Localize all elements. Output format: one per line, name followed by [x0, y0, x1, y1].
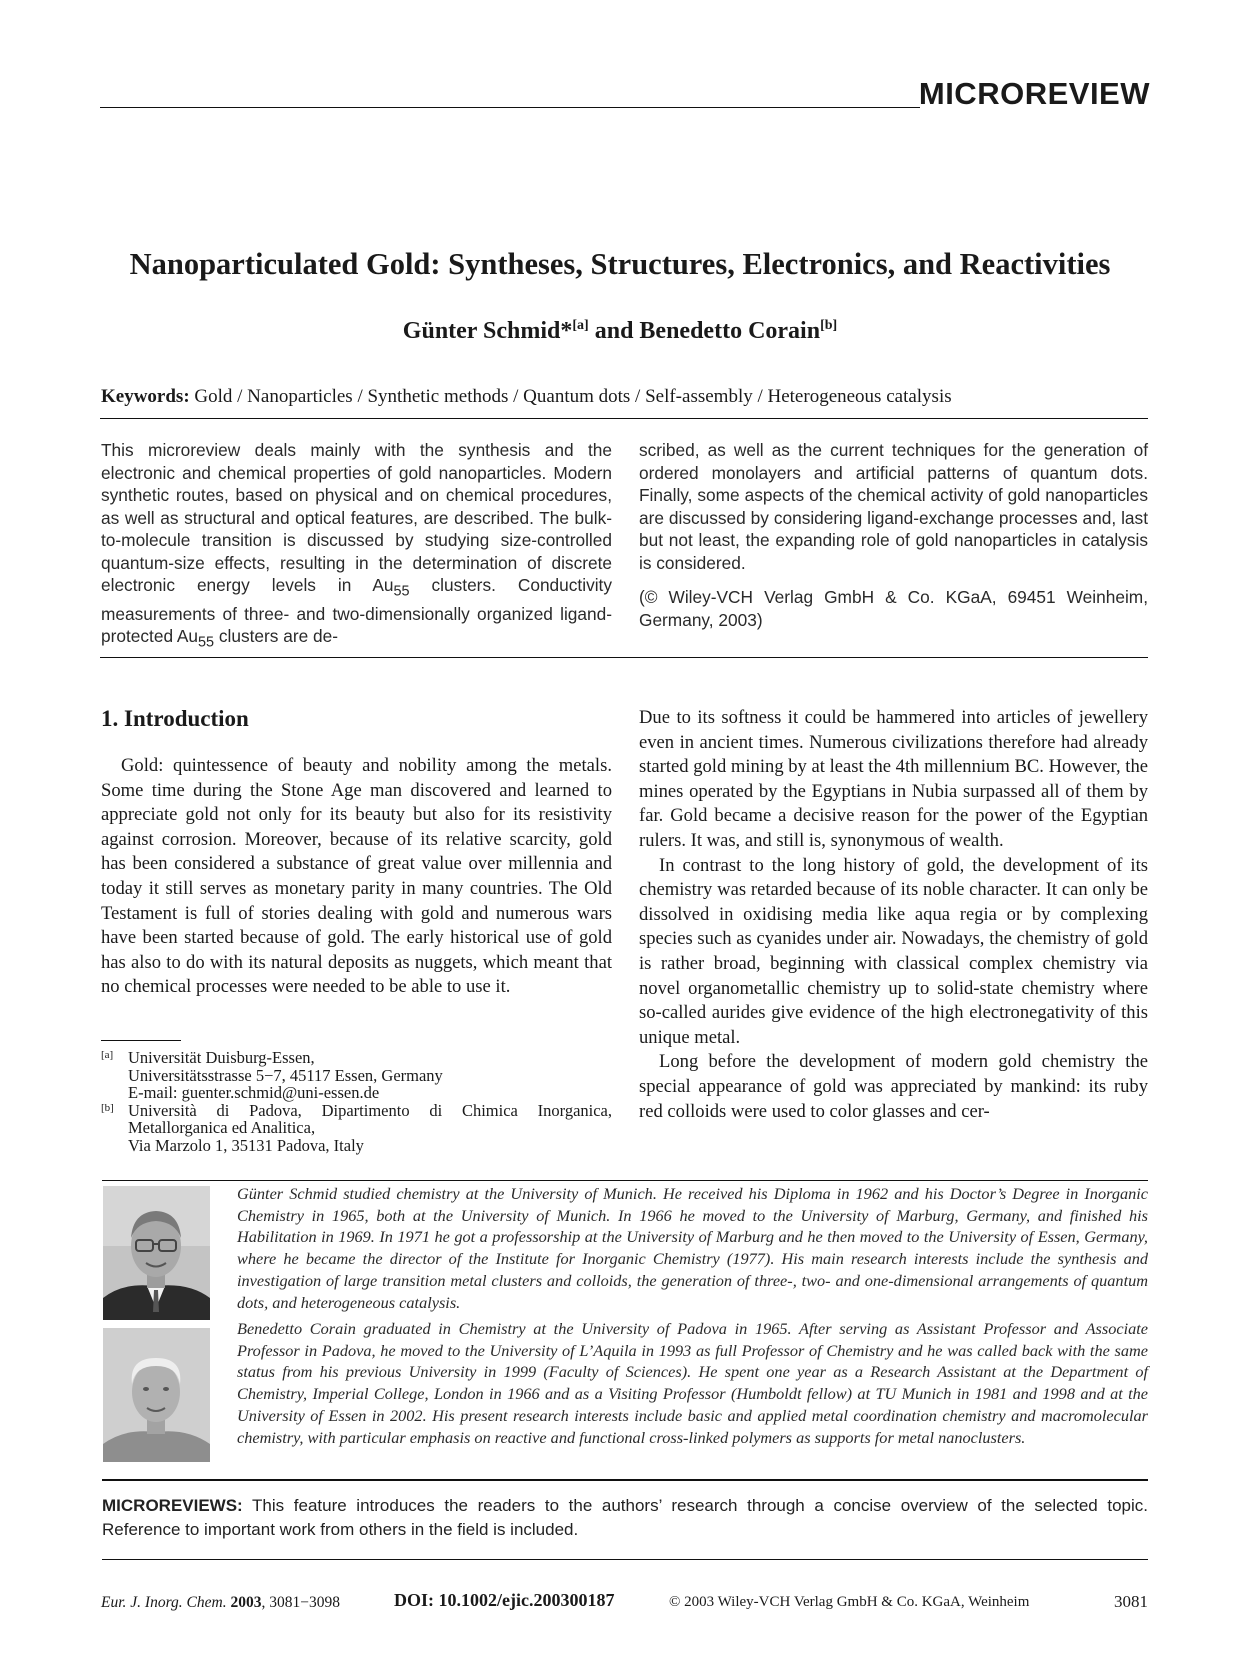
journal-pages: , 3081−3098: [261, 1594, 340, 1611]
footnote-line: Universität Duisburg-Essen,: [128, 1048, 315, 1067]
author-photo-corain: [103, 1328, 210, 1462]
footnote-b: [101, 1102, 612, 1155]
footnote-line: Universitätsstrasse 5−7, 45117 Essen, Germany: [128, 1065, 443, 1085]
portrait-schmid-illustration: [103, 1186, 210, 1320]
journal-name: Eur. J. Inorg. Chem.: [101, 1594, 227, 1611]
author-corain: Benedetto Corain: [639, 318, 821, 344]
keywords-label: Keywords:: [101, 386, 190, 407]
footer-citation: [101, 1594, 340, 1612]
keywords-rule: [100, 418, 1148, 419]
abstract-right-column: [639, 439, 1148, 631]
footnote-line: Università di Padova, Dipartimento di Chimica Inorganica, Metallorganica ed Analitica,: [128, 1100, 612, 1137]
paper-title: Nanoparticulated Gold: Syntheses, Structures, Electronics, and Reactivities: [129, 247, 1111, 281]
section-heading-introduction: 1. Introduction: [101, 706, 249, 731]
author-connector: and: [588, 318, 640, 344]
intro-paragraph-3: In contrast to the long history of gold, the development of its chemistry was retarded because of its noble character. It can only be dissolved in oxidising media like aqua regia or by complexing species such as cyanides under air. Nowadays, the chemistry of gold is rather broad, beginning with classical complex chemistry via novel organometallic chemistry up to solid-state chemistry where so-called aurides give evidence of the high electronegativity of this unique metal.: [639, 854, 1148, 1048]
bio-corain: Benedetto Corain graduated in Chemistry at the University of Padova in 1965. After serving as Assistant Professor and Associate Professor in Padova, he moved to the University of L’Aquila in 1993 as full Professor of Chemistry and he was called back with the same status from his previous University in 1999 (Faculty of Sciences). He spent one year as a Research Assistant at the Department of Chemistry, Imperial College, London in 1966 and as a Visiting Professor (Humboldt fellow) at TU Munich in 1981 and 1998 and at the University of Essen in 2002. His present research interests include basic and applied metal coordination chemistry and macromolecular chemistry, with particular emphasis on reactive and functional cross-linked polymers as supports for metal nanoclusters.: [237, 1319, 1148, 1447]
journal-year: 2003: [230, 1594, 262, 1611]
affiliation-footnotes: [101, 1049, 612, 1154]
page-footer: [0, 1590, 1240, 1614]
abstract-text-1: This microreview deals mainly with the synthesis and the electronic and chemical properties of gold nanoparticles. Modern synthetic routes, based on physical and on chemical procedures, as well as structural and optical features, are described. The bulk-to-molecule transition is discussed by studying size-controlled quantum-size effects, resulting in the determination of discrete electronic energy levels in Au: [101, 440, 612, 595]
intro-paragraph-2: Due to its softness it could be hammered into articles of jewellery even in ancient times. Numerous civilizations therefore had already started gold mining by at least the 4th millennium BC. However, the mines operated by the Egyptians in Nubia surpassed all of them by far. Gold became a decisive reason for the power of the Egyptian rulers. It was, and still is, synonymous of wealth.: [639, 707, 1148, 851]
bio-rule-top: [102, 1180, 1148, 1181]
intro-left-column: [101, 754, 612, 1000]
abstract-text-4: scribed, as well as the current techniques for the generation of ordered monolayers and artificial patterns of quantum dots. Finally, some aspects of the chemical activity of gold nanoparticles are discussed by considering ligand-exchange processes and, last but not least, the expanding role of gold nanoparticles in catalysis is considered.: [639, 440, 1148, 573]
footnote-email: E-mail: guenter.schmid@uni-essen.de: [128, 1083, 380, 1102]
footnote-rule: [101, 1040, 181, 1041]
abstract-text-3: clusters are de-: [214, 626, 338, 647]
microreviews-label: MICROREVIEWS:: [102, 1496, 243, 1515]
footer-copyright: © 2003 Wiley-VCH Verlag GmbH & Co. KGaA, Weinheim: [669, 1594, 1030, 1610]
abstract-subscript-2: 55: [198, 634, 215, 651]
abstract-text-2: clusters. Conductivity measurements of three- and two-dimensionally organized ligand-protected Au: [101, 575, 612, 647]
abstract-copyright: (© Wiley-VCH Verlag GmbH & Co. KGaA, 69451 Weinheim, Germany, 2003): [639, 587, 1148, 630]
abstract-rule: [100, 657, 1148, 658]
intro-paragraph-4: Long before the development of modern gold chemistry the special appearance of gold was appreciated by mankind: its ruby red colloids were used to color glasses and cer-: [639, 1051, 1148, 1122]
keywords: [101, 386, 952, 408]
affiliation-mark-a: [a]: [572, 318, 589, 333]
author-photo-schmid: [103, 1186, 210, 1320]
intro-right-column: [639, 706, 1148, 1124]
footnote-a: [101, 1049, 612, 1102]
doi: DOI: 10.1002/ejic.200300187: [394, 1590, 615, 1610]
author-schmid: Günter Schmid*: [402, 318, 573, 344]
abstract-subscript-1: 55: [393, 583, 410, 600]
microreviews-note: [102, 1494, 1148, 1542]
abstract-left-column: [101, 439, 612, 654]
portrait-corain-illustration: [103, 1328, 210, 1462]
section-label: MICROREVIEW: [918, 76, 1150, 111]
bio-rule-bottom: [102, 1479, 1148, 1481]
intro-paragraph-1: Gold: quintessence of beauty and nobility among the metals. Some time during the Stone Age man discovered and learned to appreciate gold not only for its beauty but also for its resistivity against corrosion. Moreover, because of its relative scarcity, gold has been considered a substance of great value over millennia and today it still serves as monetary parity in many countries. The Old Testament is full of stories dealing with gold and numerous wars have been started because of gold. The early historical use of gold has also to do with its natural deposits as nuggets, which meant that no chemical processes were needed to be able to use it.: [101, 755, 612, 998]
page-number: 3081: [1114, 1592, 1148, 1611]
footer-rule: [102, 1559, 1148, 1560]
author-line: [0, 318, 1240, 345]
footnote-line: Via Marzolo 1, 35131 Padova, Italy: [128, 1135, 364, 1155]
header-rule: [100, 107, 920, 108]
keywords-text: Gold / Nanoparticles / Synthetic methods / Quantum dots / Self-assembly / Heterogeneous catalysis: [189, 386, 952, 407]
footnote-mark-b: [b]: [101, 1101, 114, 1114]
bio-schmid: Günter Schmid studied chemistry at the University of Munich. He received his Diploma in 1962 and his Doctor’s Degree in Inorganic Chemistry in 1965, both at the University of Munich. In 1966 he moved to the University of Marburg, Germany, and finished his Habilitation in 1969. In 1971 he got a professorship at the University of Marburg and he then moved to the University of Essen, Germany, where he became the director of the Institute for Inorganic Chemistry (1977). His main research interests include the synthesis and investigation of large transition metal clusters and colloids, the generation of three-, two- and one-dimensional arrangements of quantum dots, and heterogeneous catalysis.: [237, 1184, 1148, 1312]
affiliation-mark-b: [b]: [820, 318, 838, 333]
footnote-mark-a: [a]: [101, 1049, 114, 1061]
microreviews-text: This feature introduces the readers to the authors’ research through a concise overview of the selected topic. Reference to important work from others in the field is included.: [102, 1496, 1148, 1539]
